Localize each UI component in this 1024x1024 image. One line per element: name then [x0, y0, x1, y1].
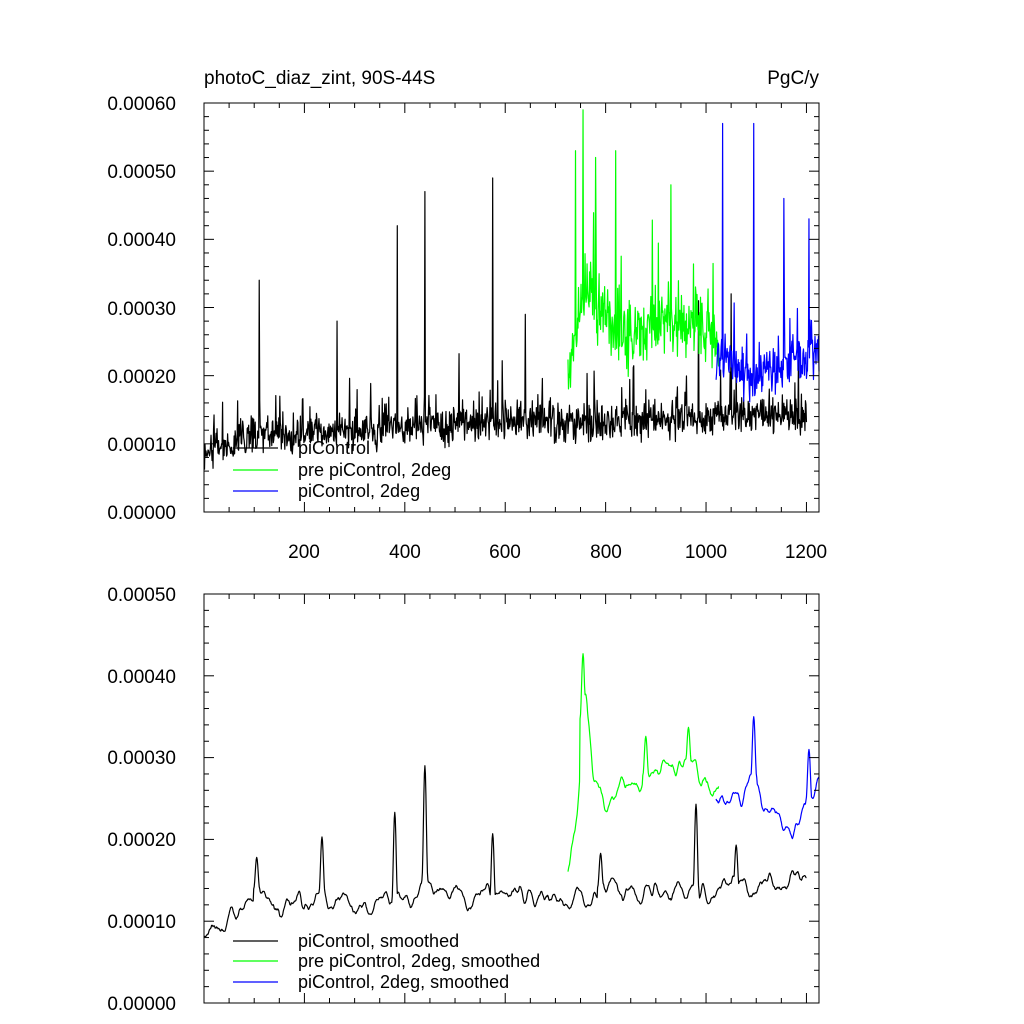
bottom-legend-label-picontrol-2deg-smoothed: piControl, 2deg, smoothed — [298, 972, 510, 992]
top-y-tick-label: 0.00060 — [107, 94, 176, 115]
top-y-tick-label: 0.00040 — [107, 230, 176, 251]
top-y-tick-label: 0.00020 — [107, 367, 176, 388]
top-x-tick-label: 1000 — [684, 542, 728, 563]
top-y-tick-label: 0.00050 — [107, 162, 176, 183]
top-x-tick-label: 400 — [389, 542, 421, 563]
top-x-tick-label: 600 — [489, 542, 521, 563]
top-x-tick-label: 1200 — [784, 542, 828, 563]
bottom-y-tick-label: 0.00010 — [107, 912, 176, 933]
bottom-y-tick-label: 0.00020 — [107, 830, 176, 851]
bottom-legend-label-pre-picontrol-2deg-smoothed: pre piControl, 2deg, smoothed — [298, 951, 541, 971]
top-x-tick-label: 800 — [590, 542, 622, 563]
top-legend-label-picontrol: piControl — [298, 438, 371, 458]
bottom-y-tick-label: 0.00030 — [107, 748, 176, 769]
top-chart-title: photoC_diaz_zint, 90S-44S — [204, 68, 436, 89]
top-y-tick-label: 0.00000 — [107, 503, 176, 524]
top-legend-label-pre-picontrol-2deg: pre piControl, 2deg — [298, 460, 452, 480]
bottom-y-tick-label: 0.00000 — [107, 994, 176, 1015]
top-chart-units: PgC/y — [767, 68, 819, 89]
bottom-y-tick-label: 0.00050 — [107, 585, 176, 606]
top-y-tick-label: 0.00010 — [107, 435, 176, 456]
bottom-legend-label-picontrol-smoothed: piControl, smoothed — [298, 931, 460, 951]
top-y-tick-label: 0.00030 — [107, 299, 176, 320]
bottom-y-tick-label: 0.00040 — [107, 667, 176, 688]
top-legend-label-picontrol-2deg: piControl, 2deg — [298, 481, 421, 501]
top-x-tick-label: 200 — [288, 542, 320, 563]
